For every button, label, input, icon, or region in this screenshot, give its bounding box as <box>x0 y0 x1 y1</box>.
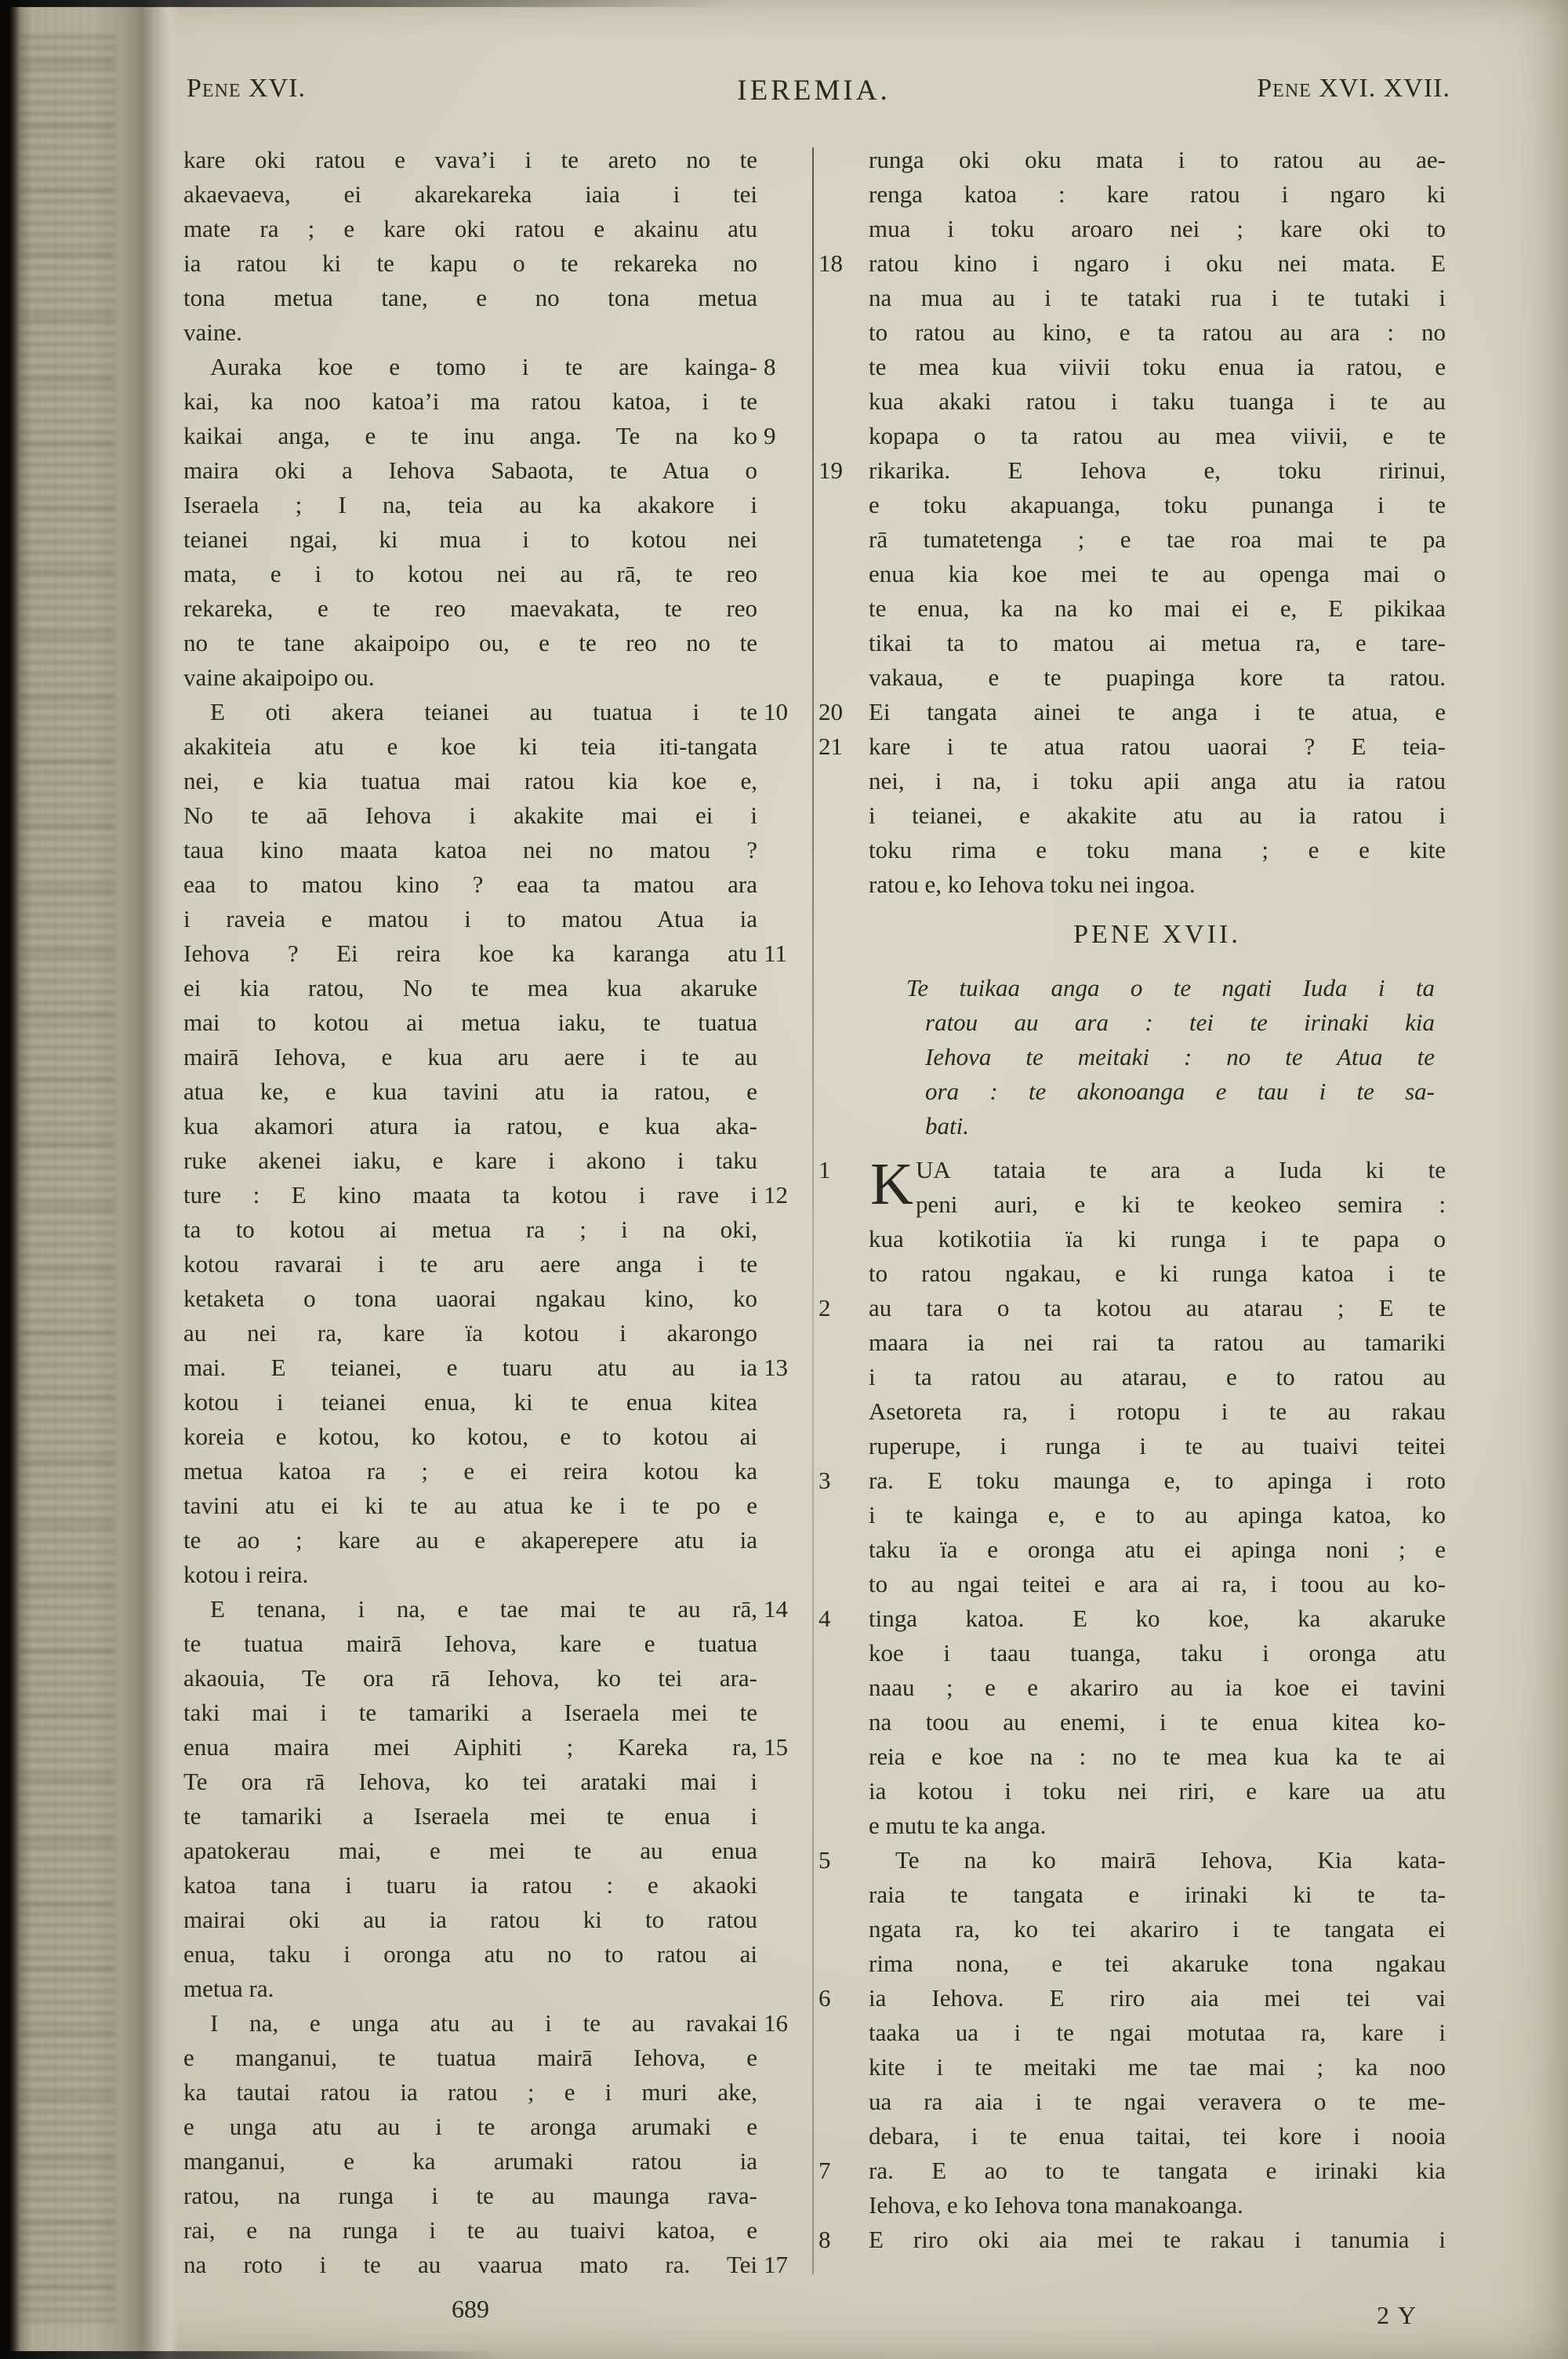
text-line <box>183 729 757 764</box>
binding-streaks <box>11 0 160 2359</box>
line-text: ture : E kino maata ta kotou i rave i <box>183 1181 757 1209</box>
line-text: nei, i na, i toku apii anga atu ia ratou <box>869 767 1446 794</box>
line-text: UA tataia te ara a Iuda ki te <box>916 1156 1446 1183</box>
line-text: to au ngai teitei e ara ai ra, i toou au ko- <box>869 1570 1446 1598</box>
line-text: ngata ra, ko tei akariro i te tangata ei <box>869 1915 1446 1943</box>
text-line <box>869 1912 1446 1946</box>
text-line <box>869 1187 1446 1222</box>
line-text: E tenana, i na, e tae mai te au rā, <box>210 1595 757 1623</box>
text-line <box>183 1627 757 1661</box>
line-text: metua katoa ra ; e ei reira kotou ka <box>183 1457 757 1485</box>
text-line <box>869 1040 1446 1074</box>
line-text: peni auri, e ki te keokeo semira : <box>916 1190 1446 1218</box>
line-text: raia te tangata e irinaki ki te ta- <box>869 1881 1446 1908</box>
verse-number: 8 <box>818 2226 831 2253</box>
text-line <box>869 2188 1446 2223</box>
text-line <box>183 660 757 695</box>
line-text: vaine akaipoipo ou. <box>183 663 375 691</box>
text-line <box>818 246 1446 281</box>
line-text: ratou, na runga i te au maunga rava- <box>183 2182 757 2209</box>
text-line <box>183 1523 757 1558</box>
line-text: mua i toku aroaro nei ; kare oki to <box>869 215 1446 242</box>
text-line <box>869 833 1446 867</box>
line-text: Iehova ? Ei reira koe ka karanga atu <box>183 940 757 967</box>
text-line <box>869 660 1446 695</box>
text-line <box>869 1109 1446 1143</box>
text-line <box>183 591 757 626</box>
text-line <box>183 1074 757 1109</box>
text-line <box>183 1730 788 1765</box>
text-line <box>183 798 757 833</box>
verse-number: 11 <box>764 940 787 967</box>
line-text: i te kainga e, e to au apinga katoa, ko <box>869 1501 1446 1528</box>
text-line <box>869 1946 1446 1981</box>
line-text: taaka ua i te ngai motutaa ra, kare i <box>869 2019 1446 2046</box>
verse-number: 17 <box>764 2251 788 2278</box>
scan-edge-top <box>0 0 862 7</box>
line-text: Te tuikaa anga o te ngati Iuda i ta <box>906 974 1435 1001</box>
text-line <box>869 1325 1446 1360</box>
text-line <box>869 626 1446 660</box>
verse-number: 6 <box>818 1984 831 2012</box>
line-text: debara, i te enua taitai, tei kore i nooia <box>869 2122 1446 2150</box>
text-column-right <box>818 143 1446 2257</box>
line-text: ta to kotou ai metua ra ; i na oki, <box>183 1216 757 1243</box>
text-line <box>183 2213 757 2248</box>
line-text: taki mai i te tamariki a Iseraela mei te <box>183 1699 757 1726</box>
scan-edge-bottom <box>0 2351 627 2359</box>
line-text: te enua, ka na ko mai ei e, E pikikaa <box>869 594 1446 622</box>
line-text: rima nona, e tei akaruke tona ngakau <box>869 1950 1446 1977</box>
text-line <box>183 626 757 660</box>
text-line <box>183 1143 757 1178</box>
text-line <box>183 2110 757 2144</box>
verse-number: 4 <box>818 1605 831 1632</box>
verse-number: 16 <box>764 2009 788 2037</box>
line-text: no te tane akaipoipo ou, e te reo no te <box>183 629 757 656</box>
verse-number: 5 <box>818 1846 831 1874</box>
text-line <box>183 1972 757 2006</box>
text-line <box>869 2050 1446 2085</box>
text-line <box>183 971 757 1005</box>
line-text: te tuatua mairā Iehova, kare e tuatua <box>183 1630 757 1657</box>
text-line <box>869 1532 1446 1567</box>
text-line <box>818 2154 1446 2188</box>
line-text: kua akamori atura ia ratou, e kua aka- <box>183 1112 757 1140</box>
line-text: akaouia, Te ora rā Iehova, ko tei ara- <box>183 1664 757 1692</box>
line-text: katoa tana i tuaru ia ratou : e akaoki <box>183 1871 757 1899</box>
line-text: runga oki oku mata i to ratou au ae- <box>869 146 1446 173</box>
printer-signature: 2 Y <box>1377 2301 1417 2329</box>
line-text: kare i te atua ratou uaorai ? E teia- <box>869 732 1446 760</box>
text-line <box>183 2248 788 2282</box>
line-text: mairā Iehova, e kua aru aere i te au <box>183 1043 757 1070</box>
text-line <box>183 764 757 798</box>
line-text: rā tumatetenga ; e tae roa mai te pa <box>869 525 1446 553</box>
text-line <box>183 1661 757 1696</box>
line-text: ia ratou ki te kapu o te rekareka no <box>183 249 757 277</box>
text-line <box>183 384 757 419</box>
text-line <box>183 1350 788 1385</box>
text-line <box>183 246 757 281</box>
verse-number: 13 <box>764 1354 788 1381</box>
line-text: Iseraela ; I na, teia au ka akakore i <box>183 491 757 518</box>
text-line <box>869 1670 1446 1705</box>
line-text: kotou i teianei enua, ki te enua kitea <box>183 1388 757 1416</box>
text-line <box>183 1454 757 1488</box>
text-line <box>869 2119 1446 2154</box>
text-line <box>869 281 1446 315</box>
text-line <box>869 1567 1446 1601</box>
text-line <box>183 212 757 246</box>
line-text: mai to kotou ai metua iaku, te tuatua <box>183 1009 757 1036</box>
text-line <box>183 1385 757 1419</box>
line-text: au tara o ta kotou au atarau ; E te <box>869 1294 1446 1321</box>
text-line <box>869 350 1446 384</box>
verse-number: 18 <box>818 249 843 277</box>
text-line <box>818 1981 1446 2016</box>
text-line <box>183 1040 757 1074</box>
line-text: nei, e kia tuatua mai ratou kia koe e, <box>183 767 757 794</box>
text-line <box>183 902 757 936</box>
line-text: ra. E ao to te tangata e irinaki kia <box>869 2157 1446 2184</box>
line-text: metua ra. <box>183 1975 274 2002</box>
line-text: tavini atu ei ki te au atua ke i te po e <box>183 1492 757 1519</box>
text-line <box>183 143 757 177</box>
line-text: ratou e, ko Iehova toku nei ingoa. <box>869 871 1196 898</box>
line-text: rikarika. E Iehova e, toku ririnui, <box>869 456 1446 484</box>
text-line <box>869 522 1446 557</box>
text-line <box>869 867 1446 902</box>
text-line <box>183 1316 757 1350</box>
text-line <box>183 2144 757 2179</box>
line-text: au nei ra, kare ïa kotou i akarongo <box>183 1319 757 1347</box>
text-line <box>869 557 1446 591</box>
verse-number: 15 <box>764 1733 788 1761</box>
text-line <box>183 522 757 557</box>
line-text: tinga katoa. E ko koe, ka akaruke <box>869 1605 1446 1632</box>
text-line <box>818 453 1446 488</box>
line-text: akakiteia atu e koe ki teia iti-tangata <box>183 732 757 760</box>
line-text: na roto i te au vaarua mato ra. Tei <box>183 2251 757 2278</box>
text-line <box>818 695 1446 729</box>
text-line <box>183 1765 757 1799</box>
line-text: tikai ta to matou ai metua ra, e tare- <box>869 629 1446 656</box>
text-line <box>183 2041 757 2075</box>
text-line <box>869 1705 1446 1739</box>
line-text: E riro oki aia mei te rakau i tanumia i <box>869 2226 1446 2253</box>
text-line <box>183 1903 757 1937</box>
page-number: 689 <box>452 2295 489 2323</box>
chapter-heading <box>869 902 1446 965</box>
text-line <box>183 2075 757 2110</box>
line-text: ratou kino i ngaro i oku nei mata. E <box>869 249 1446 277</box>
line-text: akaevaeva, ei akarekareka iaia i tei <box>183 180 757 208</box>
text-line <box>183 695 788 729</box>
line-text: tona metua tane, e no tona metua <box>183 284 757 311</box>
line-text: Iehova, e ko Iehova tona manakoanga. <box>869 2191 1243 2219</box>
line-text: Te ora rā Iehova, ko tei arataki mai i <box>183 1768 757 1795</box>
line-text: enua maira mei Aiphiti ; Kareka ra, <box>183 1733 757 1761</box>
line-text: ei kia ratou, No te mea kua akaruke <box>183 974 757 1001</box>
drop-cap-initial: K <box>870 1151 913 1217</box>
line-text: manganui, e ka arumaki ratou ia <box>183 2147 757 2175</box>
line-text: i teianei, e akakite atu au ia ratou i <box>869 801 1446 829</box>
text-column-left <box>183 143 788 2282</box>
line-text: to ratou au kino, e ta ratou au ara : no <box>869 318 1446 346</box>
line-text: kua kotikotiia ïa ki runga i te papa o <box>869 1225 1446 1252</box>
text-line <box>183 1005 757 1040</box>
text-line <box>183 1281 757 1316</box>
text-line <box>183 419 776 453</box>
text-line <box>183 281 757 315</box>
text-line <box>869 177 1446 212</box>
text-line <box>869 2016 1446 2050</box>
verse-number: 9 <box>764 422 776 449</box>
line-text: ka tautai ratou ia ratou ; e i muri ake, <box>183 2078 757 2106</box>
line-text: kopapa o ta ratou au mea viivii, e te <box>869 422 1446 449</box>
line-text: ia kotou i toku nei riri, e kare ua atu <box>869 1777 1446 1805</box>
text-line <box>869 764 1446 798</box>
line-text: renga katoa : kare ratou i ngaro ki <box>869 180 1446 208</box>
text-line <box>183 1212 757 1247</box>
text-line <box>869 971 1446 1005</box>
line-text: No te aā Iehova i akakite mai ei i <box>183 801 757 829</box>
text-line <box>869 1394 1446 1429</box>
running-head-right: Pene XVI. XVII. <box>1257 74 1450 103</box>
line-text: ratou au ara : tei te irinaki kia <box>925 1009 1435 1036</box>
line-text: atua ke, e kua tavini atu ia ratou, e <box>183 1078 757 1105</box>
text-line <box>183 1109 757 1143</box>
line-text: kaikai anga, e te inu anga. Te na ko <box>183 422 757 449</box>
text-line <box>869 1074 1446 1109</box>
text-line <box>818 1291 1446 1325</box>
line-text: eaa to matou kino ? eaa ta matou ara <box>183 871 757 898</box>
verse-number: 21 <box>818 732 843 760</box>
text-line <box>183 1419 757 1454</box>
text-line <box>818 1843 1446 1877</box>
line-text: ra. E toku maunga e, to apinga i roto <box>869 1467 1446 1494</box>
text-line <box>869 143 1446 177</box>
line-text: e unga atu au i te aronga arumaki e <box>183 2113 757 2140</box>
line-text: kotou ravarai i te aru aere anga i te <box>183 1250 757 1278</box>
line-text: E oti akera teianei au tuatua i te <box>210 698 757 725</box>
text-line <box>818 1601 1446 1636</box>
line-text: maira oki a Iehova Sabaota, te Atua o <box>183 456 757 484</box>
text-line <box>183 833 757 867</box>
line-text: e mutu te ka anga. <box>869 1812 1047 1839</box>
text-line <box>869 1498 1446 1532</box>
verse-number: 12 <box>764 1181 788 1209</box>
text-line <box>869 1808 1446 1843</box>
line-text: reia e koe na : no te mea kua ka te ai <box>869 1743 1446 1770</box>
line-text: mai. E teianei, e tuaru atu au ia <box>183 1354 757 1381</box>
verse-number: 19 <box>818 456 843 484</box>
text-line <box>869 488 1446 522</box>
text-line <box>183 1696 757 1730</box>
text-line <box>183 350 776 384</box>
line-text: enua, taku i oronga atu no to ratou ai <box>183 1940 757 1968</box>
line-text: Ei tangata ainei te anga i te atua, e <box>869 698 1446 725</box>
line-text: te mea kua viivii toku enua ia ratou, e <box>869 353 1446 380</box>
column-divider <box>812 147 814 2274</box>
line-text: ia Iehova. E riro aia mei tei vai <box>869 1984 1446 2012</box>
text-line <box>869 1256 1446 1291</box>
text-line <box>869 1877 1446 1912</box>
line-text: vaine. <box>183 318 242 346</box>
line-text: te tamariki a Iseraela mei te enua i <box>183 1802 757 1830</box>
line-text: mairai oki au ia ratou ki to ratou <box>183 1906 757 1933</box>
text-line <box>183 177 757 212</box>
verse-number: 7 <box>818 2157 831 2184</box>
text-line <box>183 1868 757 1903</box>
line-text: ruperupe, i runga i te au tuaivi teitei <box>869 1432 1446 1459</box>
text-line <box>183 1937 757 1972</box>
line-text: teianei ngai, ki mua i to kotou nei <box>183 525 757 553</box>
verse-number: 8 <box>764 353 776 380</box>
line-text: kotou i reira. <box>183 1561 309 1588</box>
line-text: te ao ; kare au e akaperepere atu ia <box>183 1526 757 1554</box>
verse-number: 2 <box>818 1294 831 1321</box>
verse-number: 20 <box>818 698 843 725</box>
text-line <box>869 1774 1446 1808</box>
line-text: apatokerau mai, e mei te au enua <box>183 1837 757 1864</box>
line-text: bati. <box>925 1112 969 1140</box>
line-text: ua ra aia i te ngai veravera o te me- <box>869 2088 1446 2115</box>
text-line <box>183 453 757 488</box>
text-line <box>869 2085 1446 2119</box>
line-text: Asetoreta ra, i rotopu i te au rakau <box>869 1398 1446 1425</box>
line-text: mate ra ; e kare oki ratou e akainu atu <box>183 215 757 242</box>
line-text: naau ; e e akariro au ia koe ei tavini <box>869 1674 1446 1701</box>
line-text: taua kino maata katoa nei no matou ? <box>183 836 757 863</box>
line-text: mata, e i to kotou nei au rā, te reo <box>183 560 757 587</box>
text-line <box>183 1178 788 1212</box>
line-text: i raveia e matou i to matou Atua ia <box>183 905 757 932</box>
line-text: taku ïa e oronga atu ei apinga noni ; e <box>869 1536 1446 1563</box>
text-line <box>869 212 1446 246</box>
text-line <box>869 1222 1446 1256</box>
line-text: na mua au i te tataki rua i te tutaki i <box>869 284 1446 311</box>
text-line <box>818 1463 1446 1498</box>
line-text: i ta ratou au atarau, e to ratou au <box>869 1363 1446 1390</box>
text-line <box>869 798 1446 833</box>
text-line <box>183 1799 757 1834</box>
verse-number: 3 <box>818 1467 831 1494</box>
text-line <box>869 419 1446 453</box>
text-line <box>183 557 757 591</box>
line-text: kare oki ratou e vava’i i te areto no te <box>183 146 757 173</box>
text-line <box>818 2223 1446 2257</box>
line-text: Te na ko mairā Iehova, Kia kata- <box>895 1846 1446 1874</box>
text-line <box>183 1592 788 1627</box>
text-line <box>869 384 1446 419</box>
text-line <box>183 2179 757 2213</box>
line-text: vakaua, e te puapinga kore ta ratou. <box>869 663 1446 691</box>
text-line <box>183 1834 757 1868</box>
line-text: maara ia nei rai ta ratou au tamariki <box>869 1329 1446 1356</box>
line-text: enua kia koe mei te au openga mai o <box>869 560 1446 587</box>
line-text: ketaketa o tona uaorai ngakau kino, ko <box>183 1285 757 1312</box>
text-line <box>183 1558 757 1592</box>
text-line <box>183 936 787 971</box>
line-text: toku rima e toku mana ; e e kite <box>869 836 1446 863</box>
line-text: e manganui, te tuatua mairā Iehova, e <box>183 2044 757 2071</box>
line-text: koe i taau tuanga, taku i oronga atu <box>869 1639 1446 1667</box>
line-text: rai, e na runga i te au tuaivi katoa, e <box>183 2216 757 2244</box>
text-line <box>183 1488 757 1523</box>
verse-number: 10 <box>764 698 788 725</box>
line-text: kite i te meitaki me tae mai ; ka noo <box>869 2053 1446 2081</box>
line-text: kua akaki ratou i taku tuanga i te au <box>869 387 1446 415</box>
text-line <box>869 1005 1446 1040</box>
line-text: PENE XVII. <box>1073 920 1241 949</box>
text-line <box>869 591 1446 626</box>
line-text: rekareka, e te reo maevakata, te reo <box>183 594 757 622</box>
verse-number: 14 <box>764 1595 788 1623</box>
text-line <box>183 315 757 350</box>
text-line <box>183 1247 757 1281</box>
text-line <box>869 315 1446 350</box>
line-text: e toku akapuanga, toku punanga i te <box>869 491 1446 518</box>
line-text: ruke akenei iaku, e kare i akono i taku <box>183 1147 757 1174</box>
line-text: to ratou ngakau, e ki runga katoa i te <box>869 1259 1446 1287</box>
text-line <box>869 1636 1446 1670</box>
text-line <box>183 488 757 522</box>
line-text: Auraka koe e tomo i te are kainga- <box>210 353 757 380</box>
line-text: koreia e kotou, ko kotou, e to kotou ai <box>183 1423 757 1450</box>
text-line <box>818 729 1446 764</box>
line-text: na toou au enemi, i te enua kitea ko- <box>869 1708 1446 1736</box>
line-text: ora : te akonoanga e tau i te sa- <box>925 1078 1435 1105</box>
running-head-left: Pene XVI. <box>187 74 306 103</box>
text-line <box>869 1739 1446 1774</box>
line-text: kai, ka noo katoa’i ma ratou katoa, i te <box>183 387 757 415</box>
text-line <box>869 1360 1446 1394</box>
book-gutter-binding <box>0 0 179 2359</box>
verse-number: 1 <box>818 1156 831 1183</box>
line-text: I na, e unga atu au i te au ravakai <box>210 2009 757 2037</box>
text-line <box>183 2006 788 2041</box>
text-line <box>183 867 757 902</box>
line-text: Iehova te meitaki : no te Atua te <box>925 1043 1435 1070</box>
running-head-title: IEREMIA. <box>737 75 891 107</box>
text-line <box>869 1429 1446 1463</box>
